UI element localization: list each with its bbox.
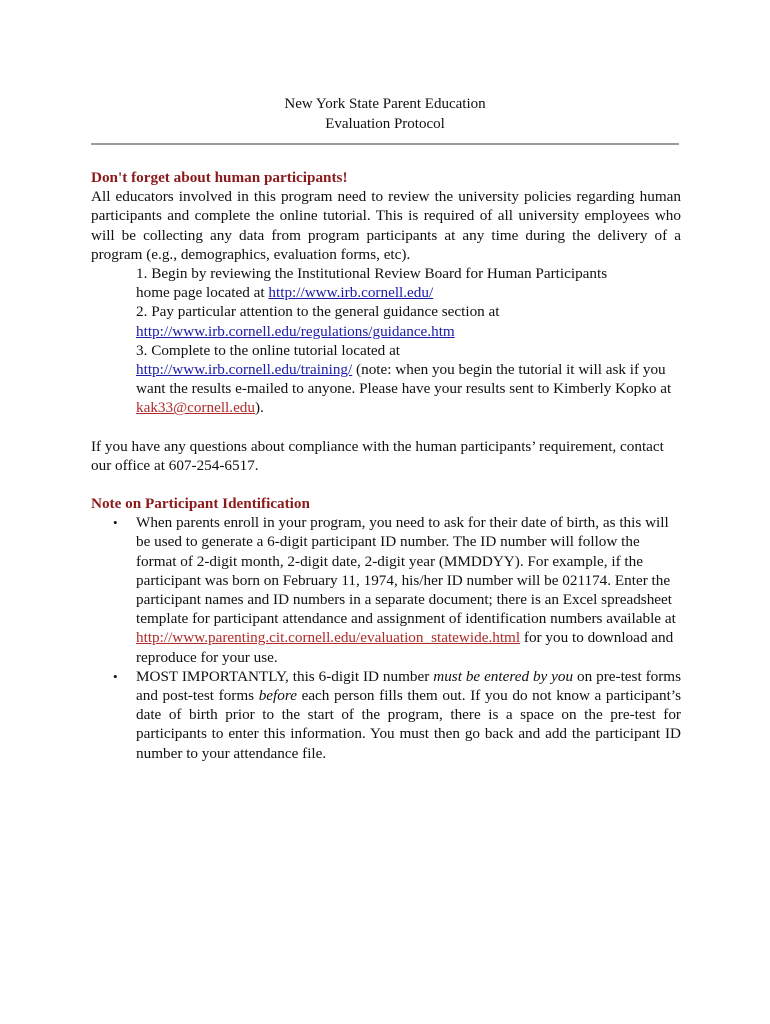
bullet-2-emphasis-2: before — [258, 687, 297, 705]
document-title — [0, 94, 770, 134]
step-2-link-line — [136, 322, 681, 341]
step-3-note: (note: when you begin the tutorial it will ask if you want the results e-mailed to anyone. Please have your results sent to Kimberly Kopko at — [136, 361, 672, 398]
step-3-text: 3. Complete to the online tutorial located at — [136, 341, 401, 359]
participant-id-heading: Note on Participant Identification — [91, 495, 310, 513]
irb-guidance-link[interactable]: http://www.irb.cornell.edu/regulations/guidance.htm — [136, 322, 455, 340]
irb-home-link[interactable]: http://www.irb.cornell.edu/ — [268, 284, 434, 302]
title-line-2: Evaluation Protocol — [325, 116, 445, 132]
title-line-1: New York State Parent Education — [284, 96, 486, 112]
title-divider — [91, 143, 679, 145]
spacer — [91, 475, 681, 494]
step-1-line-a: 1. Begin by reviewing the Institutional Review Board for Human Participants — [136, 265, 608, 283]
compliance-contact: If you have any questions about compliance with the human participants’ requirement, contact our office at 607-254-6517. — [91, 437, 664, 474]
document-body — [91, 168, 681, 763]
step-1-text: home page located at — [136, 284, 269, 302]
step-3-end: ). — [255, 399, 264, 417]
bullet-2-text-a: MOST IMPORTANTLY, this 6-digit ID number — [136, 667, 434, 685]
email-link[interactable]: kak33@cornell.edu — [136, 399, 255, 417]
bullet-icon: • — [113, 668, 118, 684]
evaluation-statewide-link[interactable]: http://www.parenting.cit.cornell.edu/evaluation_statewide.html — [136, 629, 521, 647]
participant-id-list — [91, 513, 681, 763]
spacer — [91, 418, 681, 437]
step-2-text: 2. Pay particular attention to the general guidance section at — [136, 303, 500, 321]
step-3-detail — [136, 360, 681, 418]
bullet-2-emphasis-1: must be entered by you — [433, 667, 574, 685]
step-1-line-b — [136, 283, 681, 302]
human-participants-intro: All educators involved in this program need to review the university policies regarding human participants and complete the online tutorial. This is required of all university employees who will be collecting any data from program participants at any time during the delivery of a program (e.g., demographics, evaluation forms, etc). — [91, 188, 681, 263]
irb-steps — [136, 264, 681, 418]
human-participants-heading: Don't forget about human participants! — [91, 169, 348, 186]
bullet-2-text-c: each person fills them out. If you do not know a participant’s date of birth prior to the start of the program, there is a space on the pre-test for participants to enter this information. You must then go back and add the participant ID number to your attendance file. — [136, 687, 681, 762]
bullet-1-text: When parents enroll in your program, you need to ask for their date of birth, as this will be used to generate a 6-digit participant ID number. The ID number will follow the format of 2-digit month, 2-digit date, 2-digit year (MMDDYY). For example, if the participant was born on February 11, 1974, his/her ID number will be 021174. Enter the participant names and ID numbers in a separate document; there is an Excel spreadsheet template for participant attendance and assignment of identification numbers available at — [136, 514, 676, 628]
list-item — [91, 667, 681, 763]
list-item — [91, 513, 681, 667]
bullet-icon: • — [113, 515, 118, 531]
bullet-1-end: for you to download and reproduce for your use. — [136, 629, 674, 666]
bullet-2-text-b: on pre-test forms and post-test forms — [136, 667, 681, 705]
irb-training-link[interactable]: http://www.irb.cornell.edu/training/ — [136, 361, 353, 379]
